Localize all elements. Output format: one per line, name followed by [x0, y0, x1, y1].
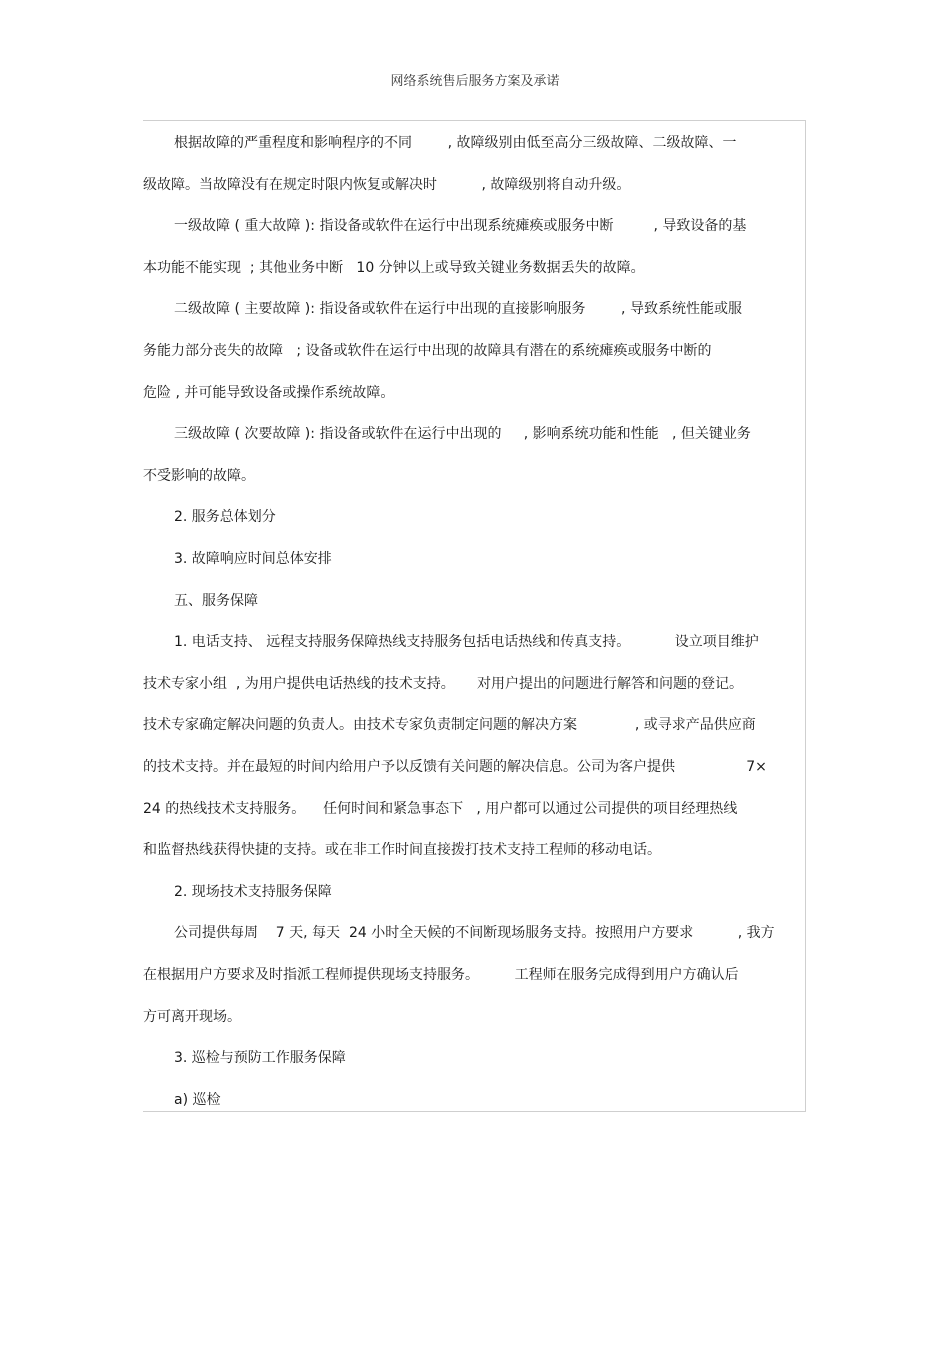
text-line: a) 巡检 [174, 1091, 221, 1108]
text-line: 的技术支持。并在最短的时间内给用户予以反馈有关问题的解决信息。公司为客户提供 7× [143, 759, 767, 775]
text-line: 级故障。当故障没有在规定时限内恢复或解决时 , 故障级别将自动升级。 [143, 176, 631, 193]
text-line: 和监督热线获得快捷的支持。或在非工作时间直接拨打技术支持工程师的移动电话。 [143, 842, 661, 859]
text-line: 技术专家确定解决问题的负责人。由技术专家负责制定问题的解决方案 , 或寻求产品供应商 [143, 717, 756, 734]
text-line: 本功能不能实现 ; 其他业务中断 10 分钟以上或导致关键业务数据丢失的故障。 [143, 259, 645, 276]
text-line: 五、服务保障 [174, 592, 258, 609]
text-line: 技术专家小组 , 为用户提供电话热线的技术支持。 对用户提出的问题进行解答和问题的登记。 [143, 675, 744, 692]
text-line: 24 的热线技术支持服务。 任何时间和紧急事态下 , 用户都可以通过公司提供的项目经理热线 [143, 800, 738, 817]
text-line: 1. 电话支持、 远程支持服务保障热线支持服务包括电话热线和传真支持。 设立项目维护 [174, 634, 759, 651]
page-header-title: 网络系统售后服务方案及承诺 [390, 74, 560, 89]
text-line: 不受影响的故障。 [143, 467, 255, 484]
text-line: 根据故障的严重程度和影响程序的不同 , 故障级别由低至高分三级故障、二级故障、一 [174, 135, 737, 151]
text-line: 3. 故障响应时间总体安排 [174, 551, 332, 567]
text-line: 公司提供每周 7 天, 每天 24 小时全天候的不间断现场服务支持。按照用户方要求 , 我方 [174, 925, 775, 942]
text-line: 一级故障 ( 重大故障 ): 指设备或软件在运行中出现系统瘫痪或服务中断 , 导致设备的基 [174, 218, 747, 235]
text-line: 方可离开现场。 [143, 1008, 241, 1025]
text-line: 3. 巡检与预防工作服务保障 [174, 1050, 346, 1067]
text-line: 危险 , 并可能导致设备或操作系统故障。 [143, 384, 395, 401]
text-line: 三级故障 ( 次要故障 ): 指设备或软件在运行中出现的 , 影响系统功能和性能 , 但关键业务 [174, 426, 751, 443]
text-line: 2. 现场技术支持服务保障 [174, 883, 332, 900]
text-line: 在根据用户方要求及时指派工程师提供现场支持服务。 工程师在服务完成得到用户方确认后 [143, 967, 739, 983]
text-line: 二级故障 ( 主要故障 ): 指设备或软件在运行中出现的直接影响服务 , 导致系统性能或服 [174, 301, 742, 318]
text-line: 2. 服务总体划分 [174, 509, 276, 526]
text-line: 务能力部分丧失的故障 ; 设备或软件在运行中出现的故障具有潜在的系统瘫痪或服务中断的 [143, 343, 712, 359]
